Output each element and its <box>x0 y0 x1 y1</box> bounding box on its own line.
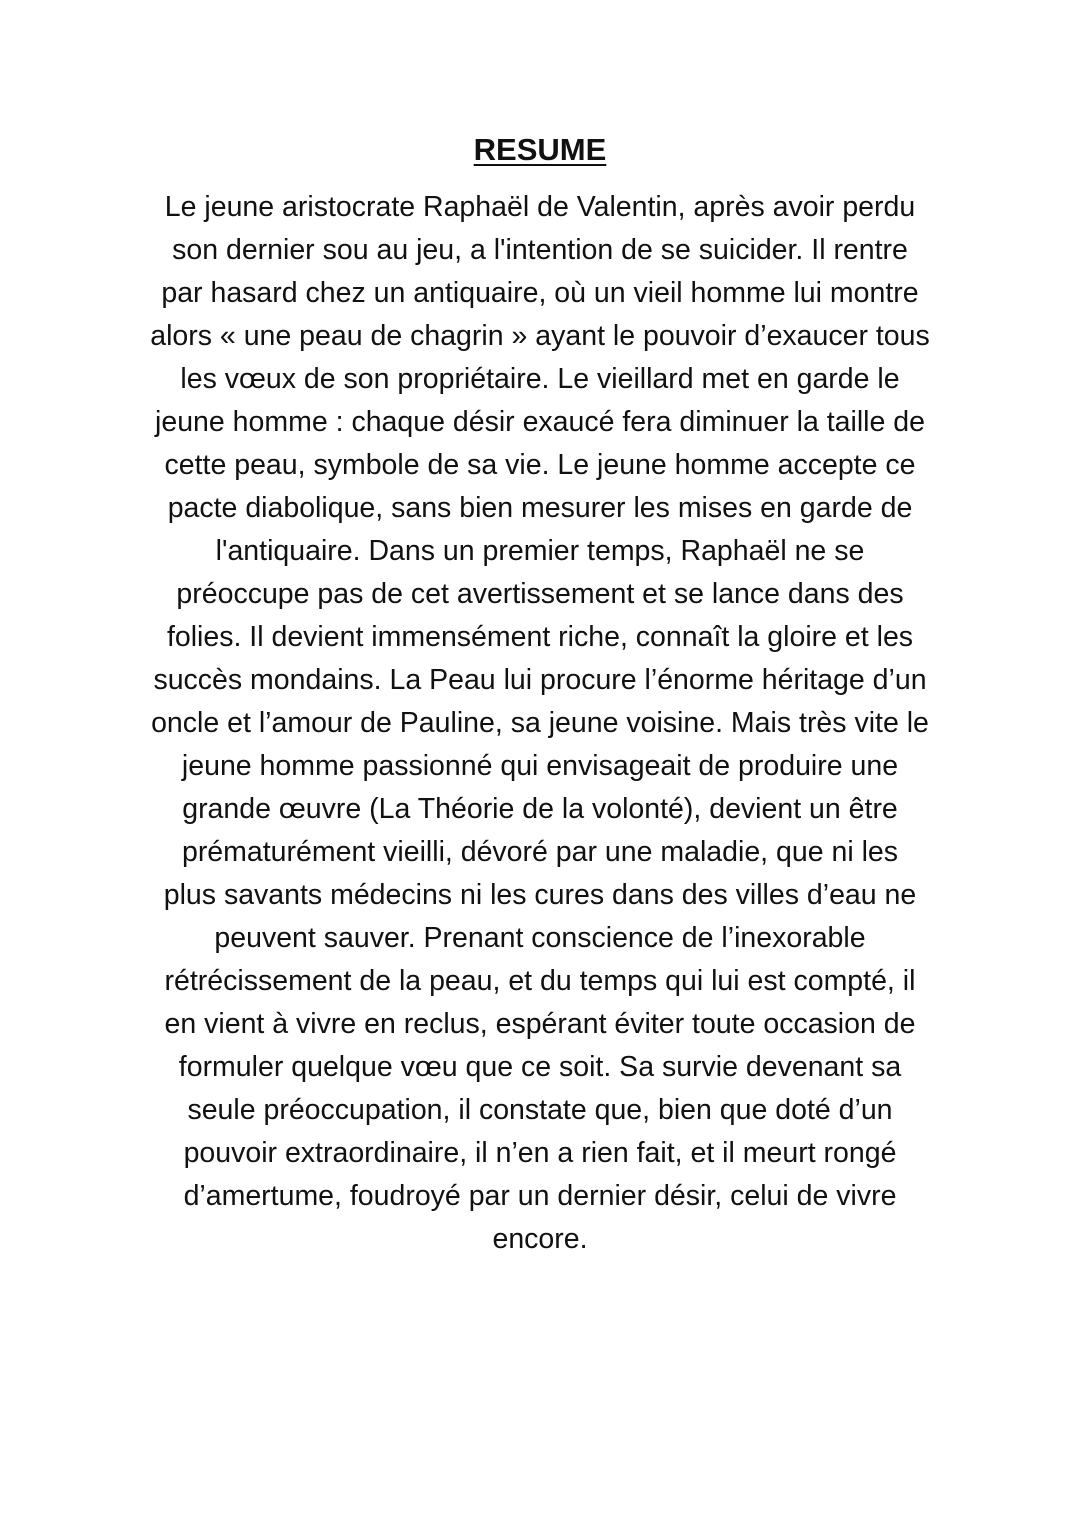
summary-line: pouvoir extraordinaire, il n’en a rien fait, et il meurt rongé <box>183 1137 897 1169</box>
summary-line: peuvent sauver. Prenant conscience de l’inexorable <box>214 922 866 954</box>
page-title <box>0 128 1080 172</box>
summary-line: son dernier sou au jeu, a l'intention de se suicider. Il rentre <box>172 234 908 266</box>
summary-line: alors « une peau de chagrin » ayant le pouvoir d’exaucer tous <box>150 320 930 352</box>
summary-line: jeune homme : chaque désir exaucé fera diminuer la taille de <box>155 406 925 438</box>
summary-line: Le jeune aristocrate Raphaël de Valentin, après avoir perdu <box>164 191 916 223</box>
page-title-text: RESUME <box>473 132 607 167</box>
summary-line: cette peau, symbole de sa vie. Le jeune homme accepte ce <box>164 449 916 481</box>
summary-line: par hasard chez un antiquaire, où un vieil homme lui montre <box>161 277 919 309</box>
summary-line: les vœux de son propriétaire. Le vieillard met en garde le <box>180 363 900 395</box>
summary-line: d’amertume, foudroyé par un dernier désir, celui de vivre <box>183 1180 897 1212</box>
summary-line: l'antiquaire. Dans un premier temps, Raphaël ne se <box>215 535 865 567</box>
summary-line: formuler quelque vœu que ce soit. Sa survie devenant sa <box>178 1051 902 1083</box>
summary-line: oncle et l’amour de Pauline, sa jeune voisine. Mais très vite le <box>151 707 929 739</box>
summary-paragraph <box>0 186 1080 1261</box>
summary-line: jeune homme passionné qui envisageait de produire une <box>181 750 899 782</box>
summary-line: pacte diabolique, sans bien mesurer les mises en garde de <box>167 492 913 524</box>
summary-line: succès mondains. La Peau lui procure l’énorme héritage d’un <box>153 664 927 696</box>
summary-line: encore. <box>492 1223 588 1255</box>
summary-line: en vient à vivre en reclus, espérant éviter toute occasion de <box>164 1008 916 1040</box>
summary-line: prématurément vieilli, dévoré par une maladie, que ni les <box>181 836 899 868</box>
summary-line: seule préoccupation, il constate que, bien que doté d’un <box>187 1094 893 1126</box>
summary-line: rétrécissement de la peau, et du temps qui lui est compté, il <box>164 965 916 997</box>
summary-line: folies. Il devient immensément riche, connaît la gloire et les <box>166 621 914 653</box>
summary-line: préoccupe pas de cet avertissement et se lance dans des <box>176 578 904 610</box>
summary-line: grande œuvre (La Théorie de la volonté), devient un être <box>182 793 898 825</box>
summary-line: plus savants médecins ni les cures dans des villes d’eau ne <box>163 879 917 911</box>
